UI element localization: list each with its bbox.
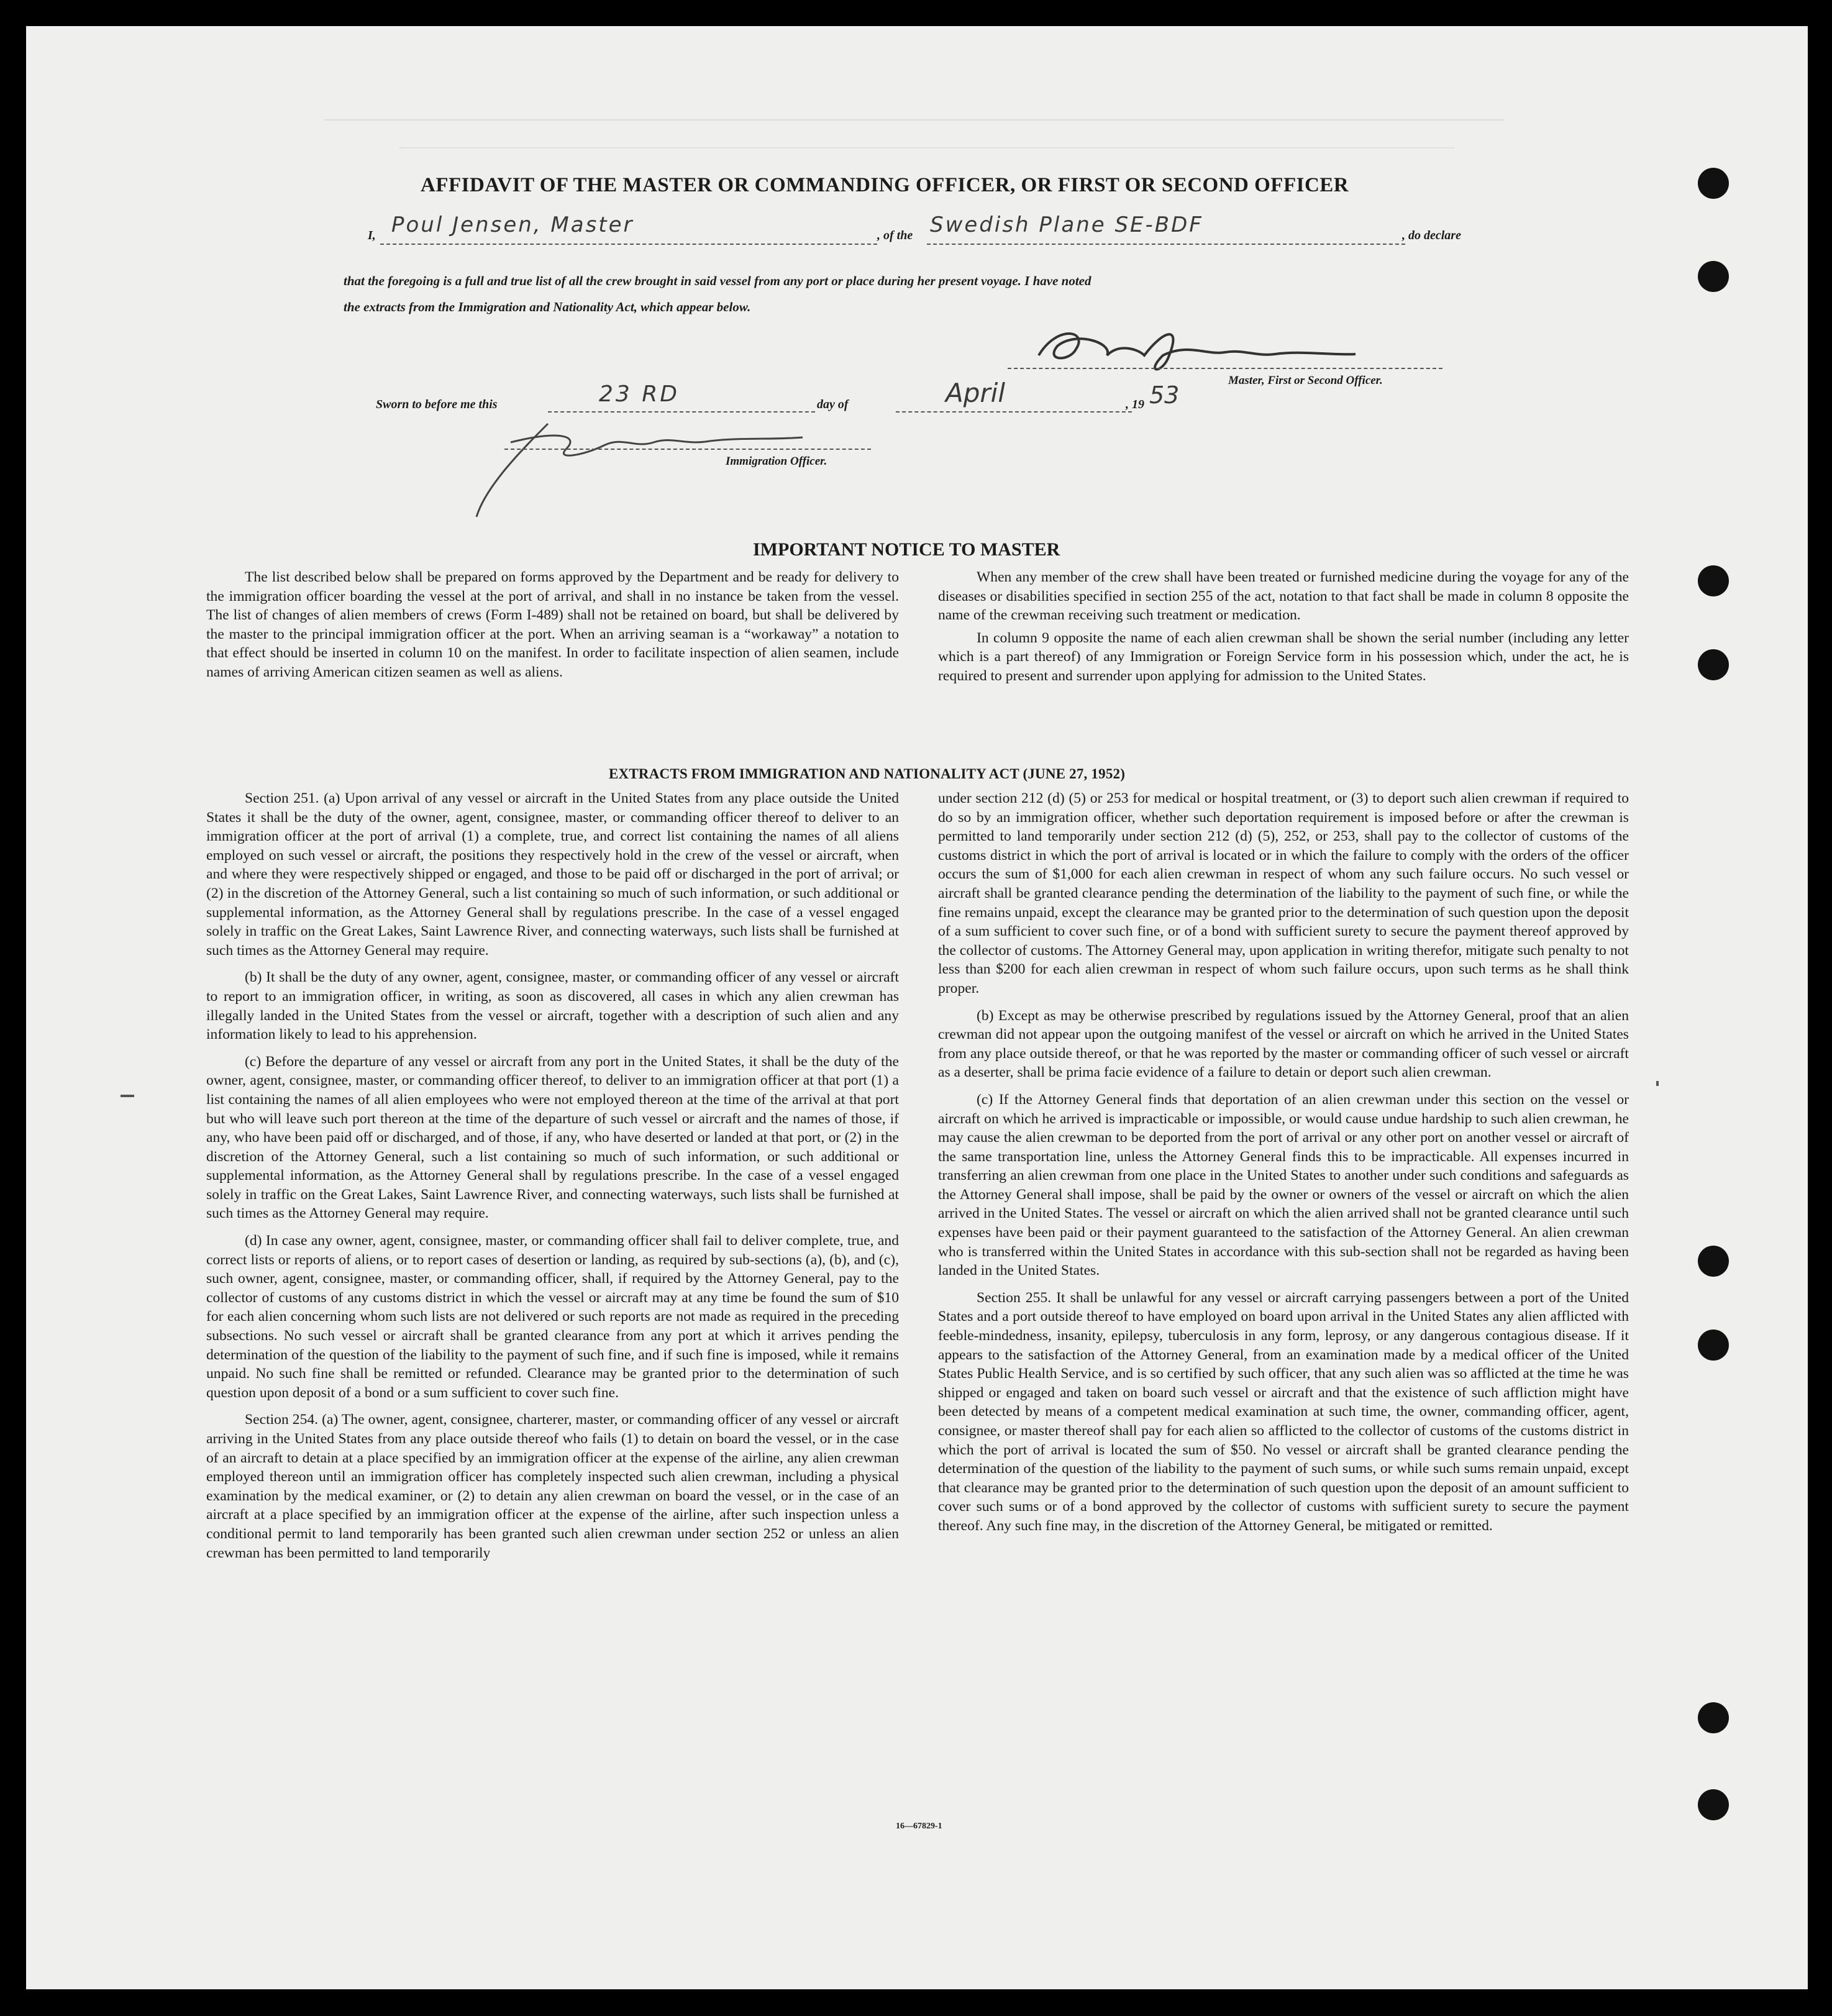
- officer-signature-line: [504, 449, 871, 450]
- notice-title: IMPORTANT NOTICE TO MASTER: [753, 539, 1060, 560]
- master-signature: [1020, 318, 1368, 380]
- vessel-prefix: , of the: [877, 229, 913, 242]
- sworn-day-label: day of: [817, 398, 849, 411]
- bleed-through-text: [324, 119, 1505, 121]
- notice-left-column: [206, 568, 899, 690]
- statute-paragraph: Section 254. (a) The owner, agent, consignee, charterer, master, or commanding officer of any vessel or aircraft arriving in the United States from any place outside thereof who fails (1) to detain on board the vessel, or in the case of an aircraft to detain at a place specified by an immigration officer at the expense of the airline, any alien crewman employed thereon until an immigration officer has completely inspected such alien crewman, including a physical examination by the medical examiner, or (2) to detain any alien crewman on board the vessel, or in the case of an aircraft at a place specified by an immigration officer at the expense of the airline, after such inspection unless a conditional permit to land temporarily has been granted such alien crewman under section 252 or unless an alien crewman has been permitted to land temporarily: [206, 1412, 899, 1561]
- signature-caption: Master, First or Second Officer.: [1228, 374, 1383, 387]
- statute-paragraph: (d) In case any owner, agent, consignee, master, or commanding officer shall fail to deliver complete, true, and correct lists or reports of aliens, or to report cases of desertion or landing, as required by sub-sections (a), (b), and (c), such owner, agent, consignee, master, or commanding officer, shall, if required by the Attorney General, pay to the collector of customs of any customs district in which the vessel or aircraft may at any time be found the sum of $10 for each alien concerning whom such lists are not delivered or such reports are not made as required in the preceding subsections. No such vessel or aircraft shall be granted clearance from any port at which it arrives pending the determination of the question of the liability to the payment of such fine, and if such fine is imposed, while it remains unpaid. No such fine shall be remitted or refunded. Clearance may be granted prior to the determination of such question upon deposit of a bond or a sum sufficient to cover such fine.: [206, 1233, 899, 1401]
- affidavit-statement-line: that the foregoing is a full and true list of all the crew brought in said vessel from any port or place during her present voyage. I have noted: [344, 273, 1091, 288]
- vessel-name-line: [927, 244, 1405, 245]
- signature-line: [1008, 368, 1442, 369]
- statute-paragraph: (b) It shall be the duty of any owner, agent, consignee, master, or commanding officer of any vessel or aircraft to report to an immigration officer, in writing, as soon as discovered, all cases in which any alien crewman has illegally landed in the United States from the vessel or aircraft, together with a description of such alien and any information likely to lead to his apprehension.: [206, 969, 899, 1043]
- punch-hole: [1698, 168, 1729, 199]
- declarant-name-handwritten: Poul Jensen, Master: [391, 212, 634, 237]
- sworn-year-handwritten: 53: [1149, 381, 1180, 409]
- form-number: 16—67829-1: [896, 1822, 942, 1831]
- affidavit-title: AFFIDAVIT OF THE MASTER OR COMMANDING OFFICER, OR FIRST OR SECOND OFFICER: [421, 174, 1349, 196]
- statute-paragraph: Section 255. It shall be unlawful for any vessel or aircraft carrying passengers between a port of the United States and a port outside thereof to have employed on board upon arrival in the United States any alien afflicted with feeble-mindedness, insanity, epilepsy, tuberculosis in any form, leprosy, or any dangerous contagious disease. If it appears to the satisfaction of the Attorney General, from an examination made by a medical officer of the United States Public Health Service, and is so certified by such officer, that any such alien was so afflicted at the time he was shipped or engaged and taken on board such vessel or aircraft and that the existence of such affliction might have been detected by means of a competent medical examination at such time, the owner, commanding officer, agent, consignee, or master thereof shall pay for each alien so afflicted to the collector of customs of the customs district in which the port of arrival is located the sum of $50. No vessel or aircraft shall be granted clearance pending the determination of the question of the liability to the payment of such sums, or while such sums remain unpaid, except that clearance may be granted prior to the determination of such question upon the deposit of an amount sufficient to cover such sums or of a bond approved by the collector of customs with sufficient surety to secure the payment thereof. Any such fine may, in the discretion of the Attorney General, be mitigated or remitted.: [938, 1289, 1629, 1534]
- notice-right-column: [938, 568, 1629, 694]
- punch-hole: [1698, 1246, 1729, 1277]
- statute-paragraph: (b) Except as may be otherwise prescribed by regulations issued by the Attorney General, proof that an alien crewman did not appear upon the outgoing manifest of the vessel or aircraft on which he arrived in the United States from any place outside thereof, or that he was reported by the master or commanding officer of such vessel or aircraft as a deserter, shall be prima facie evidence of a failure to detain or deport such alien crewman.: [938, 1007, 1629, 1081]
- sworn-month-handwritten: April: [946, 378, 1005, 408]
- sworn-prefix: Sworn to before me this: [376, 398, 498, 411]
- officer-caption: Immigration Officer.: [726, 455, 827, 468]
- document-page: [26, 26, 1808, 1989]
- sworn-year-prefix: , 19: [1126, 398, 1144, 411]
- notice-paragraph: The list described below shall be prepared on forms approved by the Department and be ready for delivery to the immigration officer boarding the vessel at the port of arrival, and shall in no instance be taken from the vessel. The list of changes of alien members of crews (Form I-489) shall not be retained on board, but shall be delivered by the master to the principal immigration officer at the port. When an arriving seaman is a “workaway” a notation to that effect should be inserted in column 10 on the manifest. In order to facilitate inspection of alien seamen, include names of arriving American citizen seamen as well as aliens.: [206, 569, 899, 680]
- notice-paragraph: In column 9 opposite the name of each alien crewman shall be shown the serial number (including any letter which is a part thereof) of any Immigration or Foreign Service form in his possession which, under the act, he is required to present and surrender upon applying for admission to the United States.: [938, 629, 1629, 684]
- margin-speck: [121, 1095, 134, 1097]
- margin-speck: [1656, 1081, 1659, 1086]
- affidavit-statement-line: the extracts from the Immigration and Nationality Act, which appear below.: [344, 299, 751, 314]
- punch-hole: [1698, 565, 1729, 596]
- bleed-through-text: [399, 147, 1455, 148]
- punch-hole: [1698, 649, 1729, 680]
- extracts-right-column: [938, 789, 1629, 1544]
- punch-hole: [1698, 1330, 1729, 1361]
- punch-hole: [1698, 1702, 1729, 1733]
- declare-suffix: , do declare: [1402, 229, 1461, 242]
- statute-paragraph: under section 212 (d) (5) or 253 for medical or hospital treatment, or (3) to deport such alien crewman if required to do so by an immigration officer, whether such deportation requirement is imposed before or after the crewman is permitted to land temporarily under section 212 (d) (5), 252, or 253, shall pay to the collector of customs of the customs district in which the port of arrival is located or in which the failure to comply with the orders of the officer occurs the sum of $1,000 for each alien crewman in respect of whom any such failure occurs. No such vessel or aircraft shall be granted clearance pending the determination of the liability to the payment of such fine, or while the fine remains unpaid, except the clearance may be granted prior to the determination of such question upon the deposit of a sum sufficient to cover such fine, or of a bond with sufficient surety to secure the payment thereof approved by the collector of customs. The Attorney General may, upon application in writing therefor, mitigate such penalty to not less than $200 for each alien crewman in respect of whom such failure occurs, upon such terms as he shall think proper.: [938, 790, 1629, 997]
- statute-paragraph: (c) If the Attorney General finds that deportation of an alien crewman under this section on the vessel or aircraft on which he arrived is impracticable or impossible, or would cause undue hardship to such alien crewman, he may cause the alien crewman to be deported from the port of arrival or any other port on another vessel or aircraft of the same transportation line, unless the Attorney General finds this to be impracticable. All expenses incurred in transferring an alien crewman from one place in the United States to another under such conditions and safeguards as the Attorney General shall impose, shall be paid by the owner or owners of the vessel or aircraft on which the alien arrived in the United States. The vessel or aircraft on which the alien arrived shall not be granted clearance until such expenses have been paid or their payment guaranteed to the satisfaction of the Attorney General. An alien crewman who is transferred within the United States in accordance with this sub-section shall not be regarded as having been landed in the United States.: [938, 1091, 1629, 1279]
- declarant-prefix: I,: [368, 229, 376, 242]
- sworn-month-line: [896, 411, 1132, 413]
- statute-paragraph: Section 251. (a) Upon arrival of any vessel or aircraft in the United States from any place outside the United States it shall be the duty of the owner, agent, consignee, master, or commanding officer thereof to deliver to an immigration officer at the port of arrival (1) a complete, true, and correct list containing the names of all aliens employed on such vessel or aircraft, the positions they respectively hold in the crew of the vessel or aircraft, when and where they were respectively shipped or engaged, and those to be paid off or discharged in the port of arrival; or (2) in the discretion of the Attorney General, such a list containing so much of such information, or such additional or supplemental information, as the Attorney General shall by regulations prescribe. In the case of a vessel engaged solely in traffic on the Great Lakes, Saint Lawrence River, and connecting waterways, such lists shall be furnished at such times as the Attorney General may require.: [206, 790, 899, 959]
- extracts-title: EXTRACTS FROM IMMIGRATION AND NATIONALITY ACT (JUNE 27, 1952): [609, 766, 1126, 782]
- punch-hole: [1698, 1789, 1729, 1820]
- statute-paragraph: (c) Before the departure of any vessel or aircraft from any port in the United States, it shall be the duty of the owner, agent, consignee, master, or commanding officer thereof, to deliver to an immigration officer at that port (1) a list containing the names of all alien employees who were not employed thereon at the time of the arrival at that port but who will leave such port thereon at the time of the departure of such vessel or aircraft and the names of those, if any, who have been paid off or discharged, and of those, if any, who have deserted or landed at that port, or (2) in the discretion of the Attorney General, such a list containing so much of such information, or such additional or supplemental information, as the Attorney General shall by regulations prescribe. In the case of a vessel engaged solely in traffic on the Great Lakes, Saint Lawrence River, and connecting waterways, such lists shall be furnished at such times as the Attorney General may require.: [206, 1053, 899, 1222]
- extracts-left-column: [206, 789, 899, 1571]
- sworn-day-handwritten: 23 RD: [599, 381, 680, 407]
- punch-hole: [1698, 261, 1729, 292]
- declarant-name-line: [380, 244, 877, 245]
- notice-paragraph: When any member of the crew shall have been treated or furnished medicine during the voyage for any of the diseases or disabilities specified in section 255 of the act, notation to that fact shall be made in column 8 opposite the name of the crewman receiving such treatment or medication.: [938, 569, 1629, 624]
- vessel-name-handwritten: Swedish Plane SE-BDF: [930, 212, 1203, 237]
